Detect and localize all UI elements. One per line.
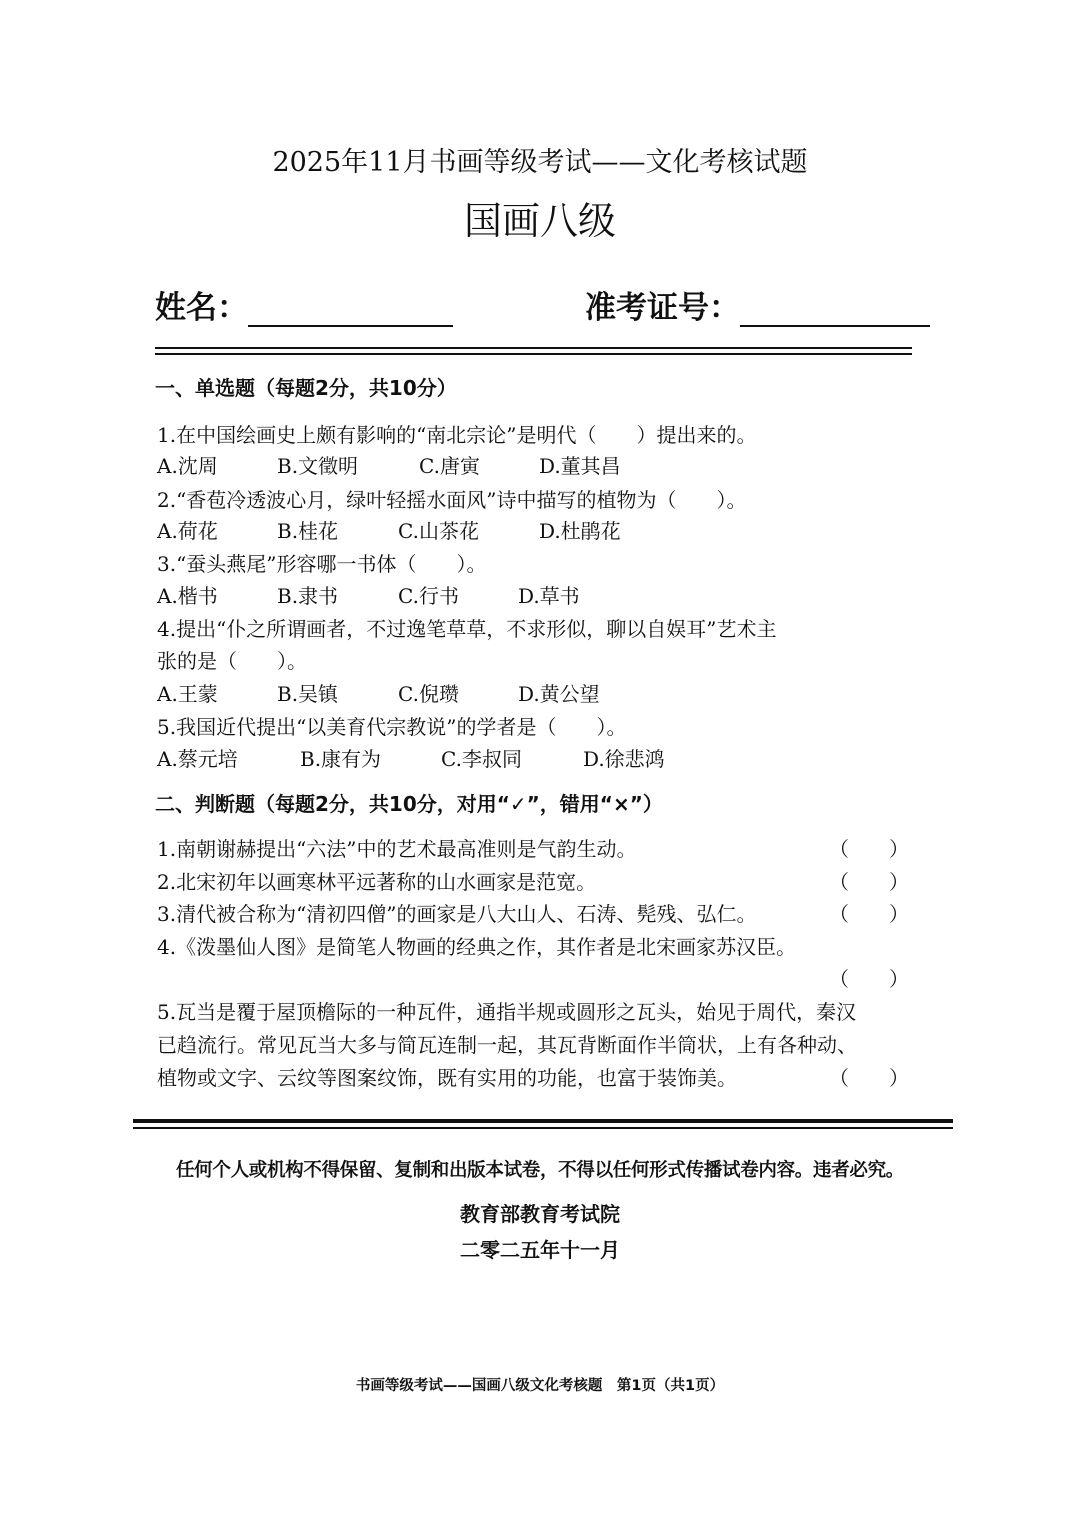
q1-option-a: A.沈周	[157, 454, 218, 478]
question-3: 3.“蚕头燕尾”形容哪一书体（ ）。	[157, 552, 487, 576]
q1-option-d: D.董其昌	[539, 454, 621, 478]
tf-item-4: 4.《泼墨仙人图》是简笔人物画的经典之作，其作者是北宋画家苏汉臣。	[157, 935, 797, 959]
question-5: 5.我国近代提出“以美育代宗教说”的学者是（ ）。	[157, 715, 627, 739]
q2-option-c: C.山茶花	[398, 519, 479, 543]
tf-item-5-line-2: 已趋流行。常见瓦当大多与简瓦连制一起，其瓦背断面作半筒状，上有各种动、	[157, 1033, 857, 1057]
closing-rule-thin	[133, 1127, 953, 1129]
q4-option-b: B.吴镇	[277, 682, 339, 706]
q5-option-b: B.康有为	[300, 747, 382, 771]
exam-title: 2025年11月书画等级考试——文化考核试题	[272, 147, 808, 178]
q4-option-c: C.倪瓒	[398, 682, 459, 706]
q1-option-b: B.文徵明	[277, 454, 359, 478]
name-field	[155, 282, 453, 327]
q2-option-d: D.杜鹃花	[539, 519, 621, 543]
q5-option-d: D.徐悲鸿	[583, 747, 665, 771]
tf-item-3: 3.清代被合称为“清初四僧”的画家是八大山人、石涛、髡残、弘仁。	[157, 902, 757, 926]
admission-number-blank[interactable]	[740, 295, 930, 327]
tf-item-1-answer[interactable]: （ ）	[829, 837, 909, 861]
q4-option-d: D.黄公望	[518, 682, 600, 706]
q2-option-b: B.桂花	[277, 519, 339, 543]
issuer: 教育部教育考试院	[460, 1202, 620, 1226]
question-1: 1.在中国绘画史上颇有影响的“南北宗论”是明代（ ）提出来的。	[157, 423, 757, 447]
question-4-line-2: 张的是（ ）。	[157, 649, 307, 673]
tf-item-4-answer[interactable]: （ ）	[829, 967, 909, 991]
name-label: 姓名：	[155, 290, 248, 326]
copyright-notice: 任何个人或机构不得保留、复制和出版本试卷，不得以任何形式传播试卷内容。违者必究。	[175, 1160, 904, 1181]
tf-item-2-answer[interactable]: （ ）	[829, 870, 909, 894]
issue-date: 二零二五年十一月	[460, 1238, 620, 1262]
q5-option-c: C.李叔同	[441, 747, 522, 771]
subject-title: 国画八级	[463, 199, 616, 243]
question-2: 2.“香苞冷透波心月，绿叶轻摇水面风”诗中描写的植物为（ ）。	[157, 488, 747, 512]
q3-option-a: A.楷书	[157, 584, 218, 608]
q2-option-a: A.荷花	[157, 519, 218, 543]
tf-item-1: 1.南朝谢赫提出“六法”中的艺术最高准则是气韵生动。	[157, 837, 637, 861]
tf-item-2: 2.北宋初年以画寒林平远著称的山水画家是范宽。	[157, 870, 597, 894]
header-divider-top	[155, 347, 912, 349]
section2-heading: 二、判断题（每题2分，共10分，对用“✓”，错用“×”）	[155, 792, 663, 816]
q1-option-c: C.唐寅	[419, 454, 480, 478]
name-blank[interactable]	[248, 295, 453, 327]
q4-option-a: A.王蒙	[157, 682, 218, 706]
tf-item-5-answer[interactable]: （ ）	[829, 1066, 909, 1090]
q3-option-b: B.隶书	[277, 584, 339, 608]
admission-number-field	[585, 282, 930, 327]
page-footer: 书画等级考试——国画八级文化考核题 第1页（共1页）	[355, 1378, 725, 1394]
admission-number-label: 准考证号：	[585, 290, 740, 326]
tf-item-3-answer[interactable]: （ ）	[829, 902, 909, 926]
question-4-line-1: 4.提出“仆之所谓画者，不过逸笔草草，不求形似，聊以自娱耳”艺术主	[157, 617, 777, 641]
section1-heading: 一、单选题（每题2分，共10分）	[155, 376, 457, 400]
q5-option-a: A.蔡元培	[157, 747, 238, 771]
tf-item-5-line-3: 植物或文字、云纹等图案纹饰，既有实用的功能，也富于装饰美。	[157, 1066, 737, 1090]
closing-rule-thick	[133, 1119, 953, 1123]
header-divider-bottom	[155, 353, 912, 355]
tf-item-5-line-1: 5.瓦当是覆于屋顶檐际的一种瓦件，通指半规或圆形之瓦头，始见于周代，秦汉	[157, 1000, 857, 1024]
q3-option-c: C.行书	[398, 584, 459, 608]
q3-option-d: D.草书	[518, 584, 580, 608]
